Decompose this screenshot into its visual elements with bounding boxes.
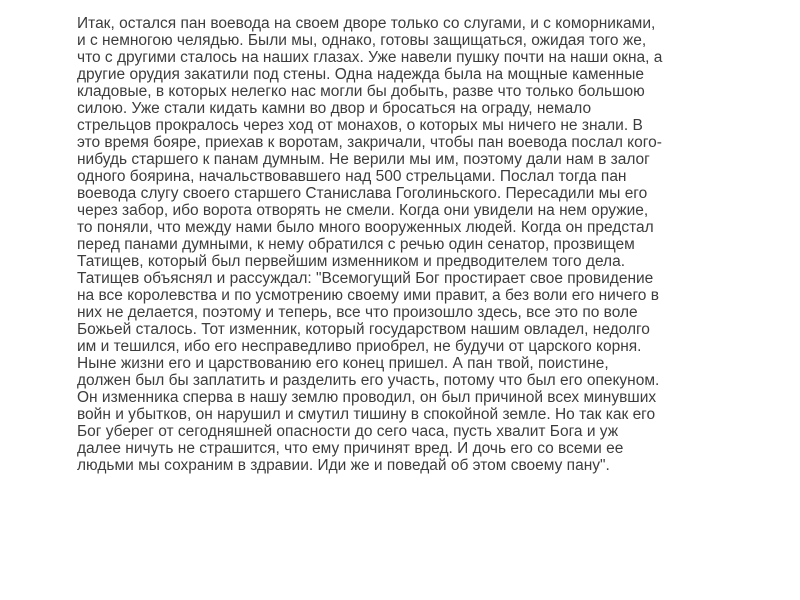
text-line: это время бояре, приехав к воротам, закричали, чтобы пан воевода послал кого- — [77, 134, 662, 151]
text-line: Божьей сталось. Тот изменник, который государством нашим овладел, недолго — [77, 321, 650, 338]
text-line: силою. Уже стали кидать камни во двор и бросаться на ограду, немало — [77, 100, 592, 117]
text-line: что с другими сталось на наших глазах. Уже навели пушку почти на наши окна, а — [77, 49, 663, 66]
text-line: Итак, остался пан воевода на своем дворе только со слугами, и с коморниками, — [77, 15, 656, 32]
text-line: людьми мы сохраним в здравии. Иди же и поведай об этом своему пану". — [77, 457, 610, 474]
text-line: Татищев, который был первейшим изменником и предводителем того дела. — [77, 253, 626, 270]
text-line: должен был бы заплатить и разделить его участь, потому что был его опекуном. — [77, 372, 660, 389]
text-line: далее ничуть не страшится, что ему причинят вред. И дочь его со всеми ее — [77, 440, 624, 457]
text-line: Татищев объяснял и рассуждал: "Всемогущий Бог простирает свое провидение — [77, 270, 654, 287]
text-line: воевода слугу своего старшего Станислава Гоголиньского. Пересадили мы его — [77, 185, 648, 202]
text-line: то поняли, что между нами было много вооруженных людей. Когда он предстал — [77, 219, 654, 236]
body-text — [77, 15, 777, 474]
text-line: одного боярина, начальствовавшего над 500 стрельцами. Послал тогда пан — [77, 168, 627, 185]
text-line: кладовые, в которых нелегко нас могли бы добыть, разве что только большою — [77, 83, 645, 100]
text-line: Он изменника сперва в нашу землю проводил, он был причиной всех минувших — [77, 389, 657, 406]
text-line: на все королевства и по усмотрению своему ими правит, а без воли его ничего в — [77, 287, 659, 304]
text-line: им и тешился, ибо его несправедливо приобрел, не будучи от царского корня. — [77, 338, 642, 355]
text-line: нибудь старшего к панам думным. Не верили мы им, поэтому дали нам в залог — [77, 151, 650, 168]
text-line: и с немногою челядью. Были мы, однако, готовы защищаться, ожидая того же, — [77, 32, 647, 49]
text-line: них не делается, поэтому и теперь, все что произошло здесь, все это по воле — [77, 304, 638, 321]
text-line: Ныне жизни его и царствованию его конец пришел. А пан твой, поистине, — [77, 355, 609, 372]
text-line: перед панами думными, к нему обратился с речью один сенатор, прозвищем — [77, 236, 635, 253]
text-line: войн и убытков, он нарушил и смутил тишину в спокойной земле. Но так как его — [77, 406, 656, 423]
text-line: другие орудия закатили под стены. Одна надежда была на мощные каменные — [77, 66, 644, 83]
text-line: Бог уберег от сегодняшней опасности до сего часа, пусть хвалит Бога и уж — [77, 423, 619, 440]
text-line: через забор, ибо ворота отворять не смели. Когда они увидели на нем оружие, — [77, 202, 649, 219]
text-line: стрельцов прокралось через ход от монахов, о которых мы ничего не знали. В — [77, 117, 643, 134]
